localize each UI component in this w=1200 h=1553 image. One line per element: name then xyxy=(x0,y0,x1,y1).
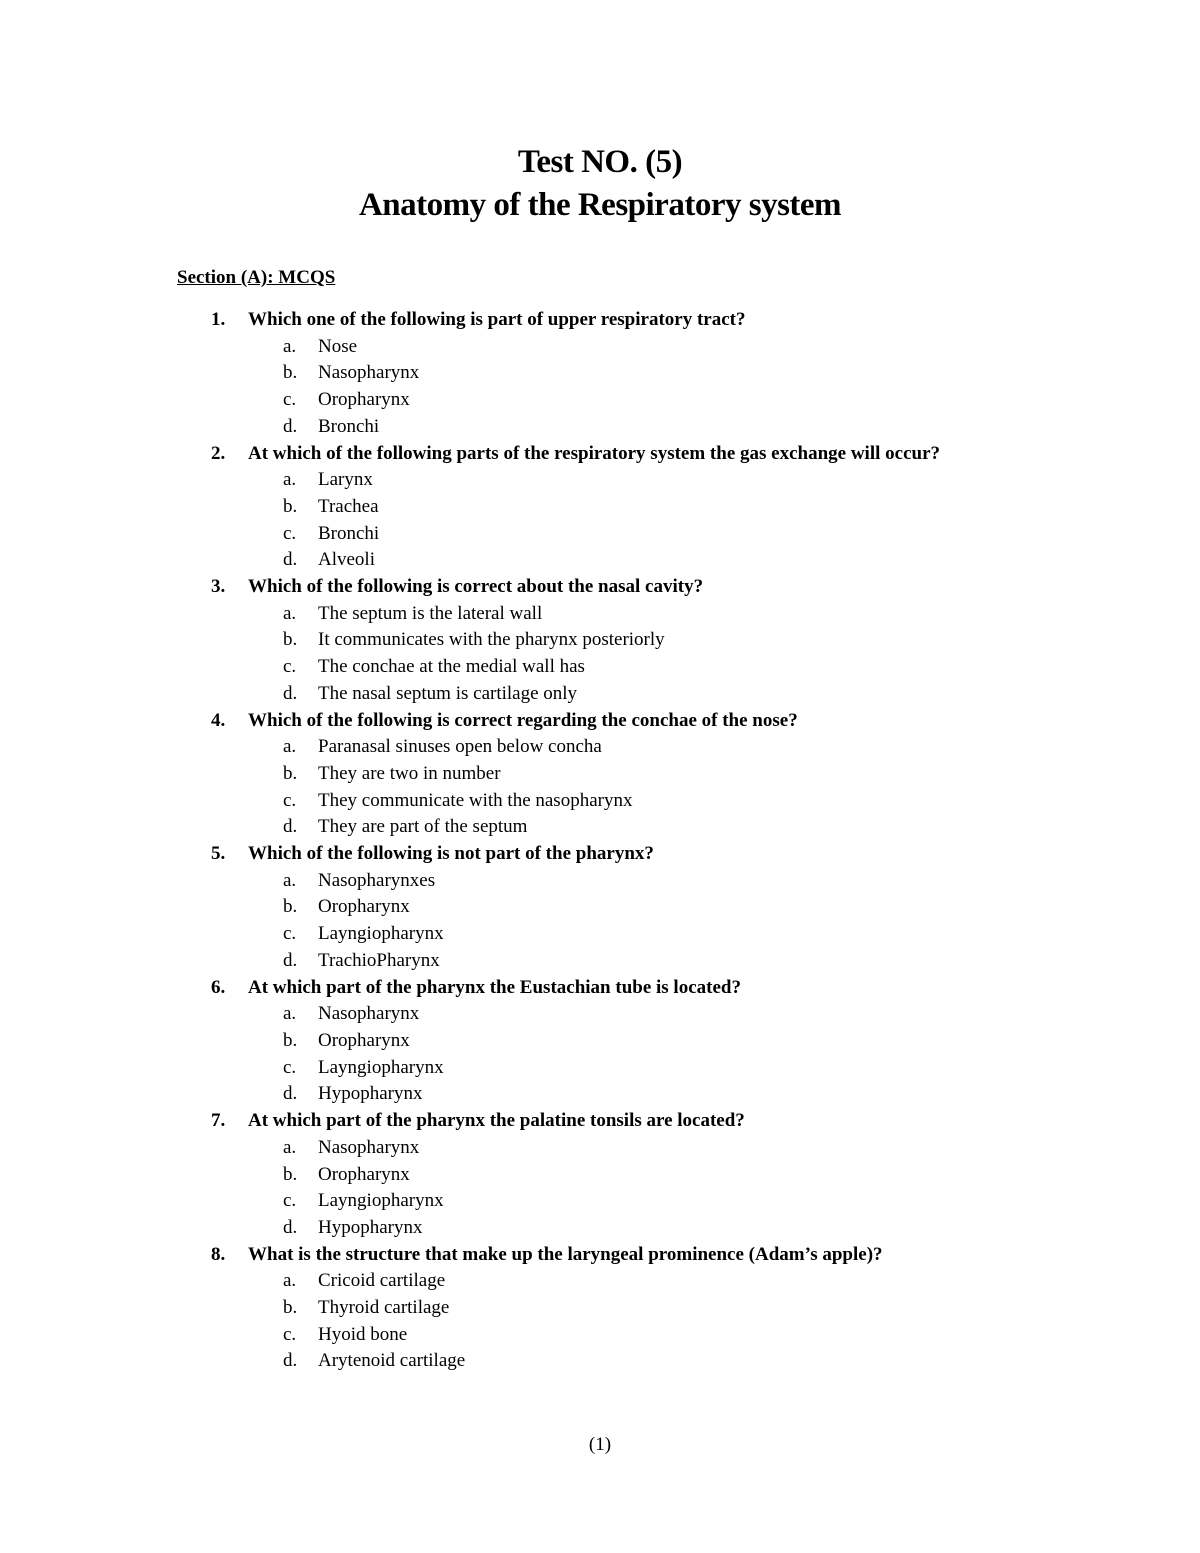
option-letter: c. xyxy=(283,789,297,811)
option-letter: c. xyxy=(283,1323,297,1345)
option-text: They are part of the septum xyxy=(318,816,528,838)
question-text: At which part of the pharynx the Eustachian tube is located? xyxy=(248,976,741,998)
option-text: Bronchi xyxy=(318,522,380,544)
option-c xyxy=(0,788,1200,815)
option-text: Alveoli xyxy=(318,549,375,571)
option-text: Larynx xyxy=(318,469,373,491)
question-number: 8. xyxy=(211,1243,226,1265)
option-letter: a. xyxy=(283,602,297,624)
option-letter: d. xyxy=(283,816,298,838)
option-letter: b. xyxy=(283,629,298,651)
option-letter: a. xyxy=(283,469,297,491)
option-text: The conchae at the medial wall has xyxy=(318,656,585,678)
question-6 xyxy=(0,975,1200,1109)
option-letter: d. xyxy=(283,549,298,571)
option-letter: c. xyxy=(283,923,297,945)
test-subtitle: Anatomy of the Respiratory system xyxy=(358,187,842,223)
option-letter: c. xyxy=(283,522,297,544)
option-letter: d. xyxy=(283,415,298,437)
option-c xyxy=(0,1322,1200,1349)
option-letter: b. xyxy=(283,1163,298,1185)
option-letter: b. xyxy=(283,1029,298,1051)
question-text: At which part of the pharynx the palatine tonsils are located? xyxy=(248,1110,745,1132)
option-text: Hyoid bone xyxy=(318,1323,408,1345)
question-number: 4. xyxy=(211,709,226,731)
question-7 xyxy=(0,1108,1200,1242)
option-a xyxy=(0,868,1200,895)
option-d xyxy=(0,1348,1200,1375)
option-text: Thyroid cartilage xyxy=(318,1297,450,1319)
option-letter: c. xyxy=(283,1190,297,1212)
option-c xyxy=(0,387,1200,414)
option-letter: d. xyxy=(283,1216,298,1238)
option-list xyxy=(0,1268,1200,1375)
option-letter: a. xyxy=(283,1136,297,1158)
option-text: Nasopharynx xyxy=(318,362,420,384)
question-text: Which of the following is not part of the pharynx? xyxy=(248,843,654,865)
option-a xyxy=(0,734,1200,761)
option-letter: d. xyxy=(283,1083,298,1105)
option-a xyxy=(0,1135,1200,1162)
option-letter: a. xyxy=(283,335,297,357)
option-b xyxy=(0,627,1200,654)
option-text: Trachea xyxy=(318,495,379,517)
option-b xyxy=(0,1162,1200,1189)
option-text: They communicate with the nasopharynx xyxy=(318,789,633,811)
option-letter: b. xyxy=(283,495,298,517)
question-list xyxy=(0,307,1200,1375)
option-a xyxy=(0,1268,1200,1295)
option-list xyxy=(0,734,1200,841)
option-letter: c. xyxy=(283,656,297,678)
question-text: At which of the following parts of the respiratory system the gas exchange will occur? xyxy=(248,442,941,464)
option-letter: d. xyxy=(283,682,298,704)
option-list xyxy=(0,601,1200,708)
option-list xyxy=(0,868,1200,975)
option-d xyxy=(0,414,1200,441)
page-number: (1) xyxy=(588,1434,612,1455)
option-d xyxy=(0,948,1200,975)
option-text: Layngiopharynx xyxy=(318,1190,444,1212)
option-a xyxy=(0,601,1200,628)
question-number: 6. xyxy=(211,976,226,998)
option-b xyxy=(0,1028,1200,1055)
option-c xyxy=(0,921,1200,948)
option-b xyxy=(0,1295,1200,1322)
option-text: Cricoid cartilage xyxy=(318,1270,446,1292)
question-2 xyxy=(0,441,1200,575)
question-text: Which of the following is correct regarding the conchae of the nose? xyxy=(248,709,798,731)
option-c xyxy=(0,654,1200,681)
option-text: Nose xyxy=(318,335,358,357)
option-text: Nasopharynx xyxy=(318,1136,420,1158)
option-letter: c. xyxy=(283,1056,297,1078)
option-text: Oropharynx xyxy=(318,896,410,918)
question-text: Which of the following is correct about the nasal cavity? xyxy=(248,576,704,598)
question-3 xyxy=(0,574,1200,708)
option-d xyxy=(0,681,1200,708)
option-letter: d. xyxy=(283,949,298,971)
option-text: Hypopharynx xyxy=(318,1216,423,1238)
option-d xyxy=(0,1215,1200,1242)
option-text: Paranasal sinuses open below concha xyxy=(318,736,602,758)
option-d xyxy=(0,814,1200,841)
test-title: Test NO. (5) xyxy=(517,144,683,180)
option-text: Arytenoid cartilage xyxy=(318,1350,466,1372)
question-8 xyxy=(0,1242,1200,1376)
question-number: 7. xyxy=(211,1110,226,1132)
option-a xyxy=(0,334,1200,361)
question-number: 3. xyxy=(211,576,226,598)
option-letter: b. xyxy=(283,362,298,384)
question-number: 2. xyxy=(211,442,226,464)
option-letter: a. xyxy=(283,1270,297,1292)
option-letter: d. xyxy=(283,1350,298,1372)
option-list xyxy=(0,334,1200,441)
option-text: Bronchi xyxy=(318,415,380,437)
option-c xyxy=(0,521,1200,548)
option-text: Oropharynx xyxy=(318,1163,410,1185)
option-d xyxy=(0,547,1200,574)
option-letter: a. xyxy=(283,736,297,758)
option-text: Layngiopharynx xyxy=(318,923,444,945)
section-heading: Section (A): MCQS xyxy=(177,267,336,288)
option-b xyxy=(0,360,1200,387)
option-text: The septum is the lateral wall xyxy=(318,602,543,624)
option-d xyxy=(0,1081,1200,1108)
option-letter: a. xyxy=(283,1003,297,1025)
option-text: It communicates with the pharynx posteriorly xyxy=(318,629,665,651)
question-number: 1. xyxy=(211,309,226,330)
option-text: Nasopharynx xyxy=(318,1003,420,1025)
question-1 xyxy=(0,307,1200,441)
question-4 xyxy=(0,708,1200,842)
option-c xyxy=(0,1055,1200,1082)
option-a xyxy=(0,1001,1200,1028)
question-text: Which one of the following is part of upper respiratory tract? xyxy=(248,309,746,330)
option-text: TrachioPharynx xyxy=(318,949,440,971)
option-text: Nasopharynxes xyxy=(318,869,436,891)
option-text: Oropharynx xyxy=(318,1029,410,1051)
option-text: They are two in number xyxy=(318,762,501,784)
question-5 xyxy=(0,841,1200,975)
option-letter: a. xyxy=(283,869,297,891)
option-text: Hypopharynx xyxy=(318,1083,423,1105)
option-letter: b. xyxy=(283,762,298,784)
option-b xyxy=(0,494,1200,521)
question-text: What is the structure that make up the laryngeal prominence (Adam’s apple)? xyxy=(248,1243,883,1265)
option-list xyxy=(0,1135,1200,1242)
option-letter: b. xyxy=(283,1297,298,1319)
option-text: The nasal septum is cartilage only xyxy=(318,682,578,704)
option-text: Oropharynx xyxy=(318,389,410,411)
option-text: Layngiopharynx xyxy=(318,1056,444,1078)
option-list xyxy=(0,1001,1200,1108)
option-c xyxy=(0,1188,1200,1215)
option-b xyxy=(0,894,1200,921)
question-number: 5. xyxy=(211,843,226,865)
option-letter: b. xyxy=(283,896,298,918)
option-a xyxy=(0,467,1200,494)
option-b xyxy=(0,761,1200,788)
option-letter: c. xyxy=(283,389,297,411)
option-list xyxy=(0,467,1200,574)
